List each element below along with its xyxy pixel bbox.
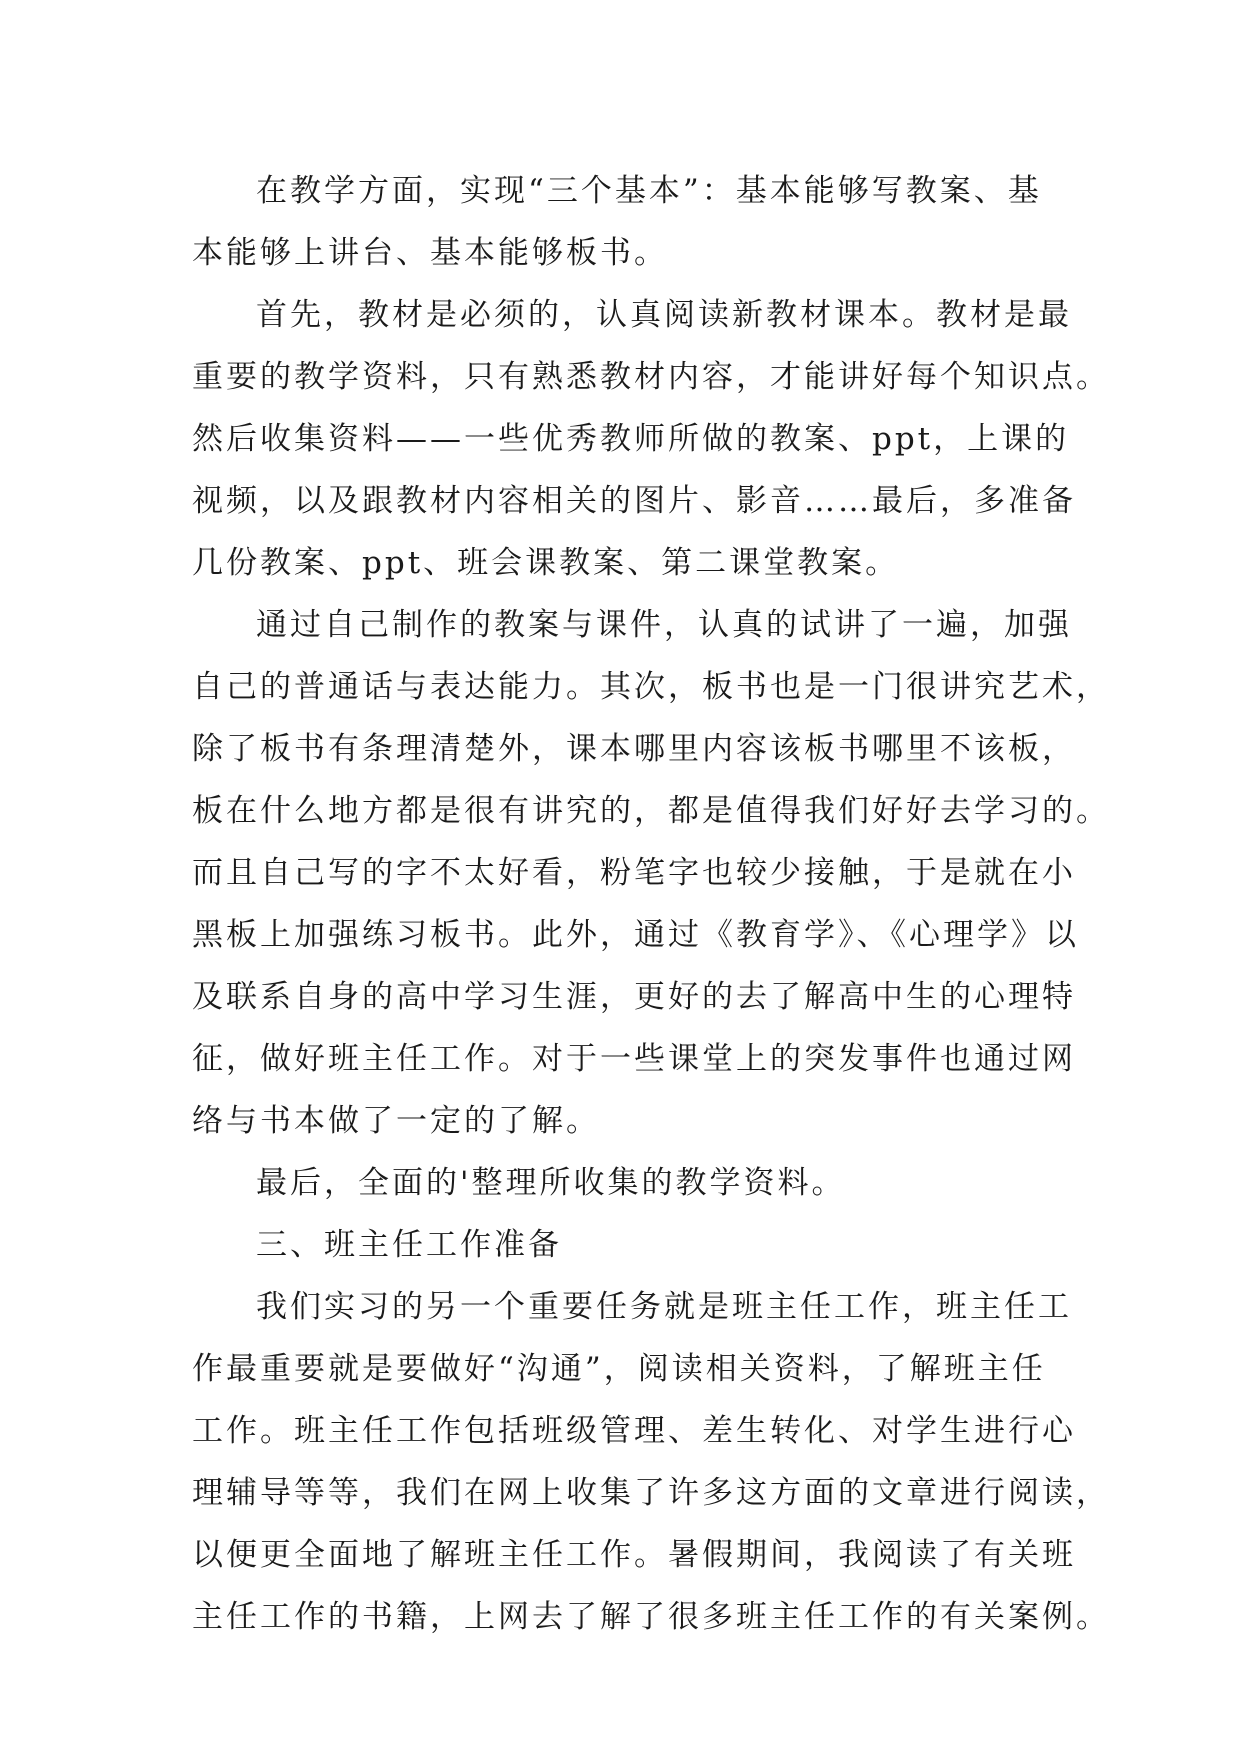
- text-line: 络与书本做了一定的了解。: [192, 1103, 600, 1139]
- text-line: 视频，以及跟教材内容相关的图片、影音……最后，多准备: [192, 483, 1076, 519]
- text-line: 黑板上加强练习板书。此外，通过《教育学》、《心理学》以: [192, 917, 1079, 953]
- text-line: 重要的教学资料，只有熟悉教材内容，才能讲好每个知识点。: [192, 359, 1110, 395]
- text-line: 除了板书有条理清楚外，课本哪里内容该板书哪里不该板，: [192, 731, 1076, 767]
- text-line: 最后，全面的'整理所收集的教学资料。: [256, 1165, 846, 1201]
- text-line: 征，做好班主任工作。对于一些课堂上的突发事件也通过网: [192, 1041, 1076, 1077]
- text-line: 而且自己写的字不太好看，粉笔字也较少接触，于是就在小: [192, 855, 1076, 891]
- text-line: 板在什么地方都是很有讲究的，都是值得我们好好去学习的。: [192, 793, 1110, 829]
- text-line: 然后收集资料——一些优秀教师所做的教案、ppt，上课的: [192, 421, 1070, 457]
- text-line: 自己的普通话与表达能力。其次，板书也是一门很讲究艺术，: [192, 669, 1110, 705]
- text-line: 几份教案、ppt、班会课教案、第二课堂教案。: [192, 545, 900, 581]
- text-line: 及联系自身的高中学习生涯，更好的去了解高中生的心理特: [192, 979, 1076, 1015]
- text-line: 在教学方面，实现“三个基本”：基本能够写教案、基: [256, 173, 1042, 209]
- text-line: 首先，教材是必须的，认真阅读新教材课本。教材是最: [256, 297, 1072, 333]
- text-line: 工作。班主任工作包括班级管理、差生转化、对学生进行心: [192, 1413, 1076, 1449]
- text-line: 主任工作的书籍，上网去了解了很多班主任工作的有关案例。: [192, 1599, 1110, 1635]
- text-line: 以便更全面地了解班主任工作。暑假期间，我阅读了有关班: [192, 1537, 1076, 1573]
- text-line: 理辅导等等，我们在网上收集了许多这方面的文章进行阅读，: [192, 1475, 1110, 1511]
- text-line: 三、班主任工作准备: [256, 1227, 562, 1263]
- document-body: [192, 160, 1110, 1648]
- text-line: 作最重要就是要做好“沟通”，阅读相关资料，了解班主任: [192, 1351, 1046, 1387]
- text-line: 通过自己制作的教案与课件，认真的试讲了一遍，加强: [256, 607, 1072, 643]
- text-line: 我们实习的另一个重要任务就是班主任工作，班主任工: [256, 1289, 1072, 1325]
- text-line: 本能够上讲台、基本能够板书。: [192, 235, 668, 271]
